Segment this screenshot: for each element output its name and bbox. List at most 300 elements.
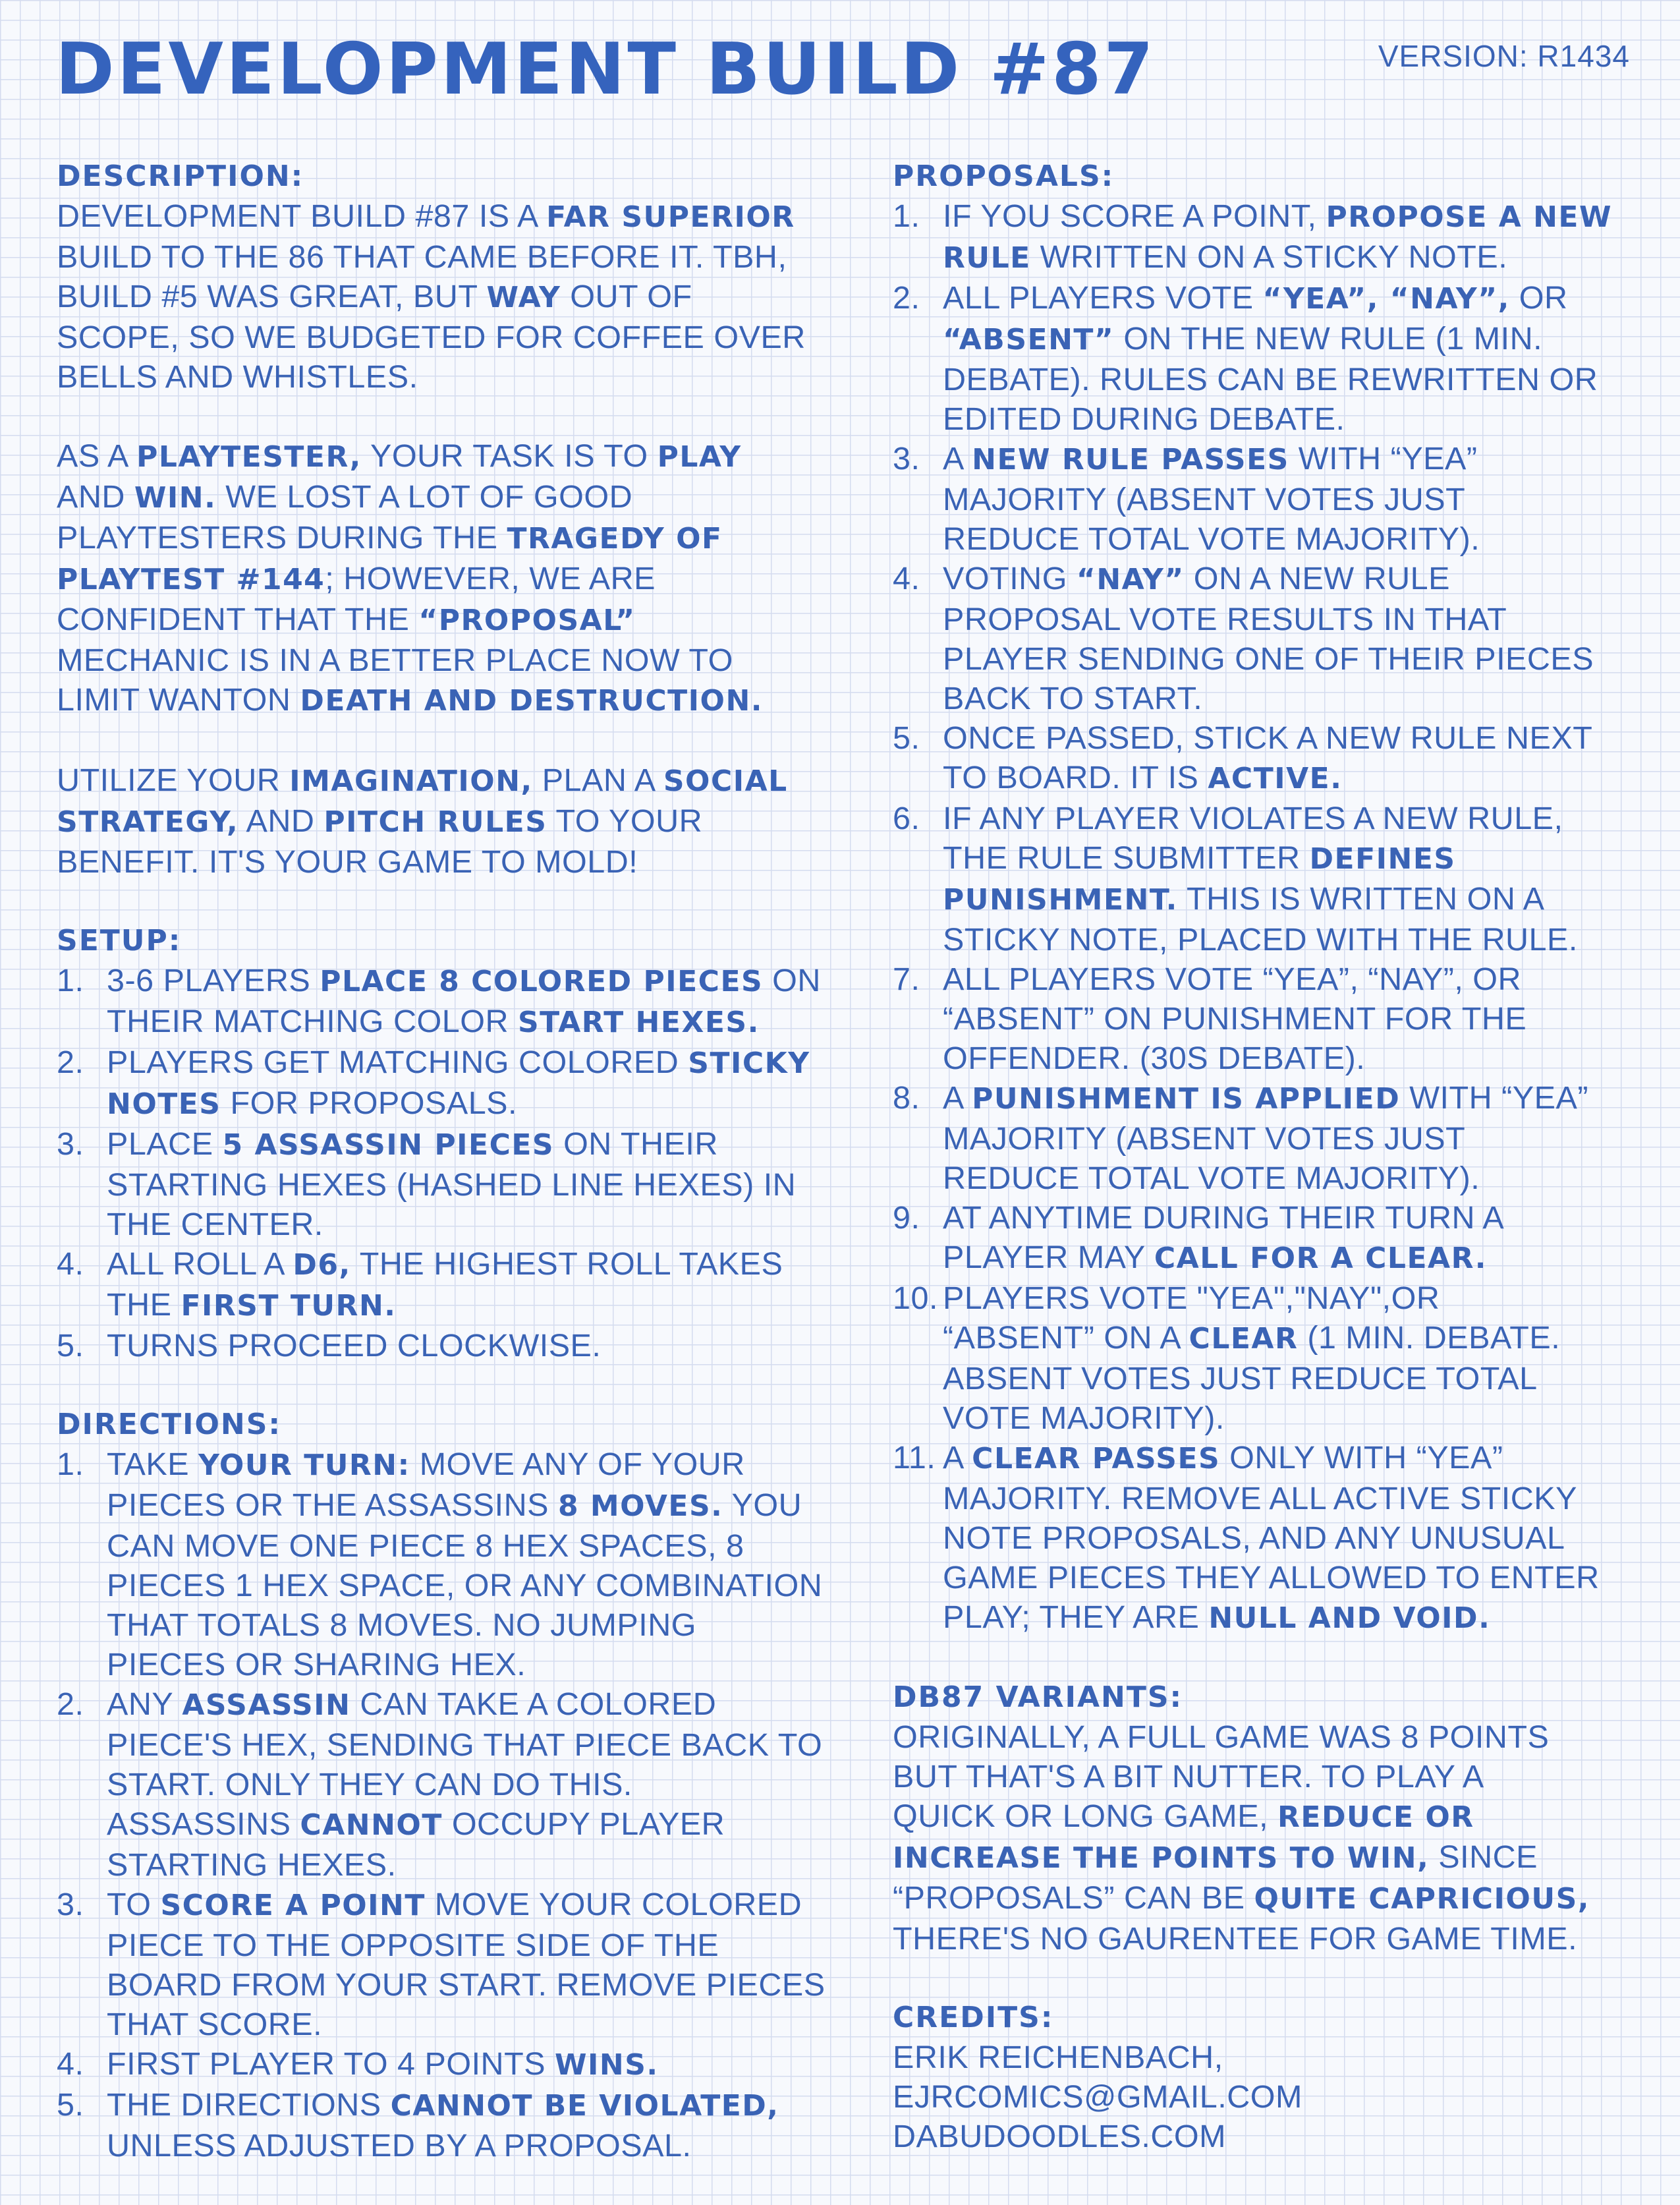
text-line <box>107 1165 796 1205</box>
setup-heading: SETUP: <box>57 924 182 958</box>
text-line <box>943 758 1592 799</box>
description-heading: DESCRIPTION: <box>57 159 304 193</box>
list-item <box>893 439 1637 559</box>
text: (1 MIN. DEBATE. <box>1298 1320 1561 1356</box>
list-item <box>57 1445 847 1684</box>
text-line <box>943 439 1480 480</box>
proposals-section <box>893 157 1637 1638</box>
bold-text: D6, <box>293 1248 351 1282</box>
list-number: 1. <box>57 1446 84 1482</box>
text: ON THE NEW RULE (1 MIN. <box>1114 321 1543 357</box>
list-item-text <box>943 959 1526 1078</box>
text: THERE'S NO GAURENTEE FOR GAME TIME. <box>893 1921 1578 1957</box>
bold-text: SCORE A POINT <box>160 1889 426 1922</box>
bold-text: CLEAR <box>1189 1322 1299 1356</box>
list-number: 11. <box>893 1440 936 1475</box>
text: THE <box>107 1287 181 1323</box>
bold-text: PLAYTESTER, <box>136 440 362 474</box>
bold-text: YOUR TURN: <box>198 1448 410 1482</box>
text: AS A <box>57 438 137 474</box>
text-line <box>943 360 1598 399</box>
text-line <box>943 799 1578 838</box>
proposals-heading: PROPOSALS: <box>893 159 1115 193</box>
text: EJRCOMICS@GMAIL.COM <box>893 2079 1302 2115</box>
list-item <box>57 1124 847 1244</box>
text: FIRST PLAYER TO 4 POINTS <box>107 2046 555 2082</box>
list-number: 2. <box>57 1045 84 1080</box>
text: THIS IS WRITTEN ON A <box>1177 881 1545 917</box>
text: REDUCE TOTAL VOTE MAJORITY). <box>943 521 1480 557</box>
text-line <box>943 999 1526 1039</box>
setup-section <box>57 921 847 1365</box>
variants-body <box>893 1717 1637 1959</box>
text-line <box>943 679 1594 718</box>
text-line <box>107 1526 822 1566</box>
text-line <box>57 518 847 559</box>
text-line <box>943 1518 1600 1558</box>
text: STICKY NOTE, PLACED WITH THE RULE. <box>943 922 1578 958</box>
text-line <box>107 1845 822 1885</box>
list-item-text <box>107 1885 826 2044</box>
text-line <box>107 1124 796 1165</box>
list-item <box>57 1885 847 2044</box>
text: ; HOWEVER, WE ARE <box>325 561 656 596</box>
text-line <box>107 1002 821 1043</box>
list-item-text <box>107 1684 822 1885</box>
text: START. ONLY THEY CAN DO THIS. <box>107 1767 632 1802</box>
text-line <box>943 838 1578 879</box>
list-item-text <box>107 1326 601 1365</box>
text-line <box>893 1837 1637 1878</box>
text: MOVE YOUR COLORED <box>425 1887 802 1922</box>
text-line <box>57 477 847 518</box>
text: PLAYER MAY <box>943 1240 1154 1275</box>
list-number: 10. <box>893 1280 938 1316</box>
text-line <box>107 1285 783 1326</box>
text: PIECE TO THE OPPOSITE SIDE OF THE <box>107 1928 719 1963</box>
list-number: 3. <box>57 1126 84 1162</box>
bold-text: STICKY <box>688 1046 810 1080</box>
text-line <box>893 2117 1637 2156</box>
paragraph <box>57 196 847 397</box>
version-label: VERSION: R1434 <box>1378 39 1630 73</box>
bold-text: IMAGINATION, <box>289 764 533 798</box>
text: BELLS AND WHISTLES. <box>57 359 418 395</box>
bold-text: START HEXES. <box>517 1006 760 1039</box>
text: ON <box>763 963 821 998</box>
text: ORIGINALLY, A FULL GAME WAS 8 POINTS <box>893 1719 1550 1755</box>
text: GAME PIECES THEY ALLOWED TO ENTER <box>943 1560 1600 1595</box>
text: PIECES OR THE ASSASSINS <box>107 1487 558 1523</box>
text-line <box>893 2038 1637 2077</box>
bold-text: CANNOT <box>300 1808 443 1842</box>
text-line <box>107 1605 822 1645</box>
description-section <box>57 157 847 882</box>
bold-text: DEATH AND DESTRUCTION. <box>300 684 763 718</box>
bold-text: NULL AND VOID. <box>1208 1601 1491 1635</box>
directions-section <box>57 1405 847 2165</box>
text: WITH “YEA” <box>1289 441 1478 476</box>
text-line <box>943 1198 1504 1238</box>
list-item <box>893 1438 1637 1638</box>
text-line <box>943 1359 1560 1398</box>
list-number: 9. <box>893 1200 920 1236</box>
text-line <box>57 436 847 477</box>
list-item <box>57 1684 847 1885</box>
text-line <box>943 196 1612 237</box>
text: AT ANYTIME DURING THEIR TURN A <box>943 1200 1505 1236</box>
list-item-text <box>943 799 1578 959</box>
description-body <box>57 196 847 882</box>
text: STARTING HEXES. <box>107 1847 397 1883</box>
text: TURNS PROCEED CLOCKWISE. <box>107 1328 602 1363</box>
text: PLAYTESTERS DURING THE <box>57 520 507 556</box>
text: YOUR TASK IS TO <box>361 438 658 474</box>
list-item <box>57 2044 847 2085</box>
bold-text: PROPOSE A NEW <box>1326 200 1613 234</box>
text: BOARD FROM YOUR START. REMOVE PIECES <box>107 1967 826 2003</box>
text: TO BOARD. IT IS <box>943 760 1208 795</box>
text: IF ANY PLAYER VIOLATES A NEW RULE, <box>943 801 1563 836</box>
bold-text: “YEA”, “NAY”, <box>1262 282 1510 316</box>
text: PROPOSAL VOTE RESULTS IN THAT <box>943 602 1507 637</box>
text-line <box>943 399 1598 439</box>
list-item <box>893 1078 1637 1198</box>
text-line <box>107 1205 796 1244</box>
text: PIECE'S HEX, SENDING THAT PIECE BACK TO <box>107 1727 823 1763</box>
text: LIMIT WANTON <box>57 682 300 718</box>
bold-text: 5 ASSASSIN PIECES <box>222 1128 555 1162</box>
text-line <box>107 1885 826 1926</box>
text: MECHANIC IS IN A BETTER PLACE NOW TO <box>57 643 733 678</box>
list-item <box>57 1043 847 1124</box>
text: QUICK OR LONG GAME, <box>893 1798 1277 1834</box>
text: TO <box>107 1887 161 1922</box>
credits-heading: CREDITS: <box>893 2001 1054 2034</box>
text-line <box>107 1725 822 1765</box>
text: CONFIDENT THAT THE <box>57 602 419 637</box>
text: DABUDOODLES.COM <box>893 2119 1227 2154</box>
text: YOU <box>723 1487 802 1523</box>
bold-text: “PROPOSAL” <box>418 604 636 637</box>
bold-text: TRAGEDY OF <box>507 522 723 556</box>
list-number: 1. <box>893 198 920 234</box>
bold-text: REDUCE OR <box>1277 1800 1474 1834</box>
list-item-text <box>107 1445 822 1684</box>
text-line <box>943 959 1526 999</box>
list-item <box>57 1244 847 1326</box>
text-line <box>107 1566 822 1605</box>
list-number: 1. <box>57 963 84 998</box>
text: PIECES OR SHARING HEX. <box>107 1647 526 1682</box>
proposals-list <box>893 196 1637 1638</box>
text-line <box>943 237 1612 278</box>
text-line <box>107 1804 822 1845</box>
text-line <box>57 277 847 318</box>
text: OUT OF <box>561 279 692 314</box>
list-number: 5. <box>57 2087 84 2123</box>
bold-text: ASSASSIN <box>182 1688 351 1722</box>
list-item-text <box>107 961 821 1043</box>
text: ALL ROLL A <box>107 1246 293 1282</box>
text-line <box>893 1796 1637 1837</box>
variants-section <box>893 1678 1637 1959</box>
text: OCCUPY PLAYER <box>442 1806 725 1842</box>
text-line <box>57 318 847 357</box>
text: OFFENDER. (30S DEBATE). <box>943 1041 1366 1076</box>
text: THEIR MATCHING COLOR <box>107 1004 518 1039</box>
bold-text: “ABSENT” <box>943 323 1115 357</box>
bold-text: FIRST TURN. <box>181 1289 397 1323</box>
text-line <box>107 2005 826 2044</box>
list-item <box>893 959 1637 1078</box>
text: MAJORITY (ABSENT VOTES JUST <box>943 1121 1466 1157</box>
text: THE DIRECTIONS <box>107 2087 391 2123</box>
text-line <box>107 1244 783 1285</box>
bold-text: NEW RULE PASSES <box>972 443 1289 476</box>
bold-text: FAR SUPERIOR <box>546 200 795 234</box>
bold-text: PLAYTEST #144 <box>57 563 325 596</box>
list-item <box>893 278 1637 439</box>
bold-text: NOTES <box>107 1087 221 1121</box>
bold-text: QUITE CAPRICIOUS, <box>1254 1882 1590 1916</box>
list-item-text <box>943 278 1598 439</box>
text: DEBATE). RULES CAN BE REWRITTEN OR <box>943 362 1598 397</box>
text: ERIK REICHENBACH, <box>893 2040 1223 2075</box>
text-line <box>893 1757 1637 1796</box>
paragraph <box>57 436 847 721</box>
text: THE CENTER. <box>107 1207 323 1242</box>
list-item-text <box>107 2085 779 2165</box>
text: PLAYERS GET MATCHING COLORED <box>107 1045 688 1080</box>
text: ONCE PASSED, STICK A NEW RULE NEXT <box>943 720 1593 756</box>
list-item-text <box>943 439 1480 559</box>
page-title: DEVELOPMENT BUILD #87 <box>55 28 1156 111</box>
bold-text: DEFINES <box>1309 842 1456 876</box>
text-line <box>893 1717 1637 1757</box>
bold-text: PLACE 8 COLORED PIECES <box>320 965 764 998</box>
text-line <box>943 1159 1588 1198</box>
list-item-text <box>943 1438 1600 1638</box>
text: BUILD #5 WAS GREAT, BUT <box>57 279 487 314</box>
list-number: 2. <box>893 280 920 316</box>
text-line <box>57 760 847 801</box>
bold-text: ACTIVE. <box>1208 762 1343 795</box>
list-item-text <box>943 718 1592 799</box>
text-line <box>943 879 1578 920</box>
text: ASSASSINS <box>107 1806 300 1842</box>
text: BACK TO START. <box>943 681 1203 716</box>
text-line <box>943 639 1594 679</box>
text: WRITTEN ON A STICKY NOTE. <box>1030 239 1508 275</box>
text: “PROPOSALS” CAN BE <box>893 1880 1254 1916</box>
list-item <box>57 961 847 1043</box>
text-line <box>107 1645 822 1684</box>
list-item-text <box>107 2044 659 2085</box>
text: THAT TOTALS 8 MOVES. NO JUMPING <box>107 1607 696 1643</box>
right-column <box>893 157 1637 2196</box>
list-item-text <box>107 1244 783 1326</box>
text: NOTE PROPOSALS, AND ANY UNUSUAL <box>943 1520 1565 1556</box>
text-line <box>57 196 847 237</box>
text-line <box>107 1926 826 1965</box>
text-line <box>943 519 1480 559</box>
text-line <box>107 1083 810 1124</box>
text: TO YOUR <box>547 803 703 839</box>
text-line <box>943 1238 1504 1278</box>
text: ABSENT VOTES JUST REDUCE TOTAL <box>943 1361 1538 1396</box>
text: BENEFIT. IT'S YOUR GAME TO MOLD! <box>57 844 638 880</box>
text: IF YOU SCORE A POINT, <box>943 198 1326 234</box>
text: PLAY; THEY ARE <box>943 1599 1209 1635</box>
list-item <box>893 1278 1637 1438</box>
text-line <box>57 801 847 842</box>
text-line <box>943 319 1598 360</box>
text-line <box>943 600 1594 639</box>
directions-heading: DIRECTIONS: <box>57 1408 282 1441</box>
variants-heading: DB87 VARIANTS: <box>893 1680 1183 1714</box>
text: WE LOST A LOT OF GOOD <box>216 479 633 515</box>
setup-list <box>57 961 847 1365</box>
text-line <box>107 961 821 1002</box>
text-line <box>57 357 847 397</box>
text: MAJORITY (ABSENT VOTES JUST <box>943 482 1466 517</box>
text-line <box>107 1765 822 1804</box>
text-line <box>943 1597 1600 1638</box>
text: UNLESS ADJUSTED BY A PROPOSAL. <box>107 2128 692 2163</box>
text: MOVE ANY OF YOUR <box>410 1446 745 1482</box>
bold-text: INCREASE THE POINTS TO WIN, <box>893 1841 1430 1875</box>
bold-text: CLEAR PASSES <box>972 1442 1221 1475</box>
list-item <box>893 799 1637 959</box>
text: A <box>943 1080 972 1116</box>
text: PLACE <box>107 1126 223 1162</box>
text-line <box>893 1919 1637 1959</box>
text: OR <box>1509 280 1568 316</box>
text-line <box>107 1965 826 2005</box>
text-line <box>893 2077 1637 2117</box>
text: “ABSENT” ON A <box>943 1320 1189 1356</box>
text: AND <box>238 803 324 839</box>
text: ONLY WITH “YEA” <box>1220 1440 1503 1475</box>
text-line <box>943 1078 1588 1119</box>
text: DEVELOPMENT BUILD #87 IS A <box>57 198 547 234</box>
bold-text: CANNOT BE VIOLATED, <box>390 2089 779 2123</box>
text: THE RULE SUBMITTER <box>943 840 1310 876</box>
text: REDUCE TOTAL VOTE MAJORITY). <box>943 1160 1480 1196</box>
text: THE HIGHEST ROLL TAKES <box>350 1246 783 1282</box>
bold-text: RULE <box>943 241 1031 275</box>
text: BUT THAT'S A BIT NUTTER. TO PLAY A <box>893 1759 1484 1794</box>
credits-section <box>893 1998 1637 2156</box>
text: CAN TAKE A COLORED <box>350 1686 717 1722</box>
text: STARTING HEXES (HASHED LINE HEXES) IN <box>107 1167 797 1203</box>
text-line <box>943 278 1598 319</box>
list-number: 4. <box>893 561 920 596</box>
paragraph <box>57 760 847 882</box>
text: A <box>943 1440 972 1475</box>
list-item-text <box>943 196 1612 278</box>
bold-text: STRATEGY, <box>57 805 239 839</box>
bold-text: PUNISHMENT. <box>943 883 1178 917</box>
text-line <box>107 1684 822 1725</box>
list-item-text <box>943 1278 1560 1438</box>
text-line <box>57 680 847 721</box>
text: CAN MOVE ONE PIECE 8 HEX SPACES, 8 <box>107 1528 744 1564</box>
text-line <box>943 480 1480 519</box>
text-line <box>893 1878 1637 1919</box>
text: UTILIZE YOUR <box>57 762 290 798</box>
text-line <box>943 1479 1600 1518</box>
text: ALL PLAYERS VOTE <box>943 280 1263 316</box>
text: PIECES 1 HEX SPACE, OR ANY COMBINATION <box>107 1568 823 1603</box>
text: BUILD TO THE 86 THAT CAME BEFORE IT. TBH, <box>57 239 787 275</box>
text-line <box>107 2126 779 2165</box>
list-number: 5. <box>893 720 920 756</box>
text: THAT SCORE. <box>107 2007 323 2042</box>
text: SCOPE, SO WE BUDGETED FOR COFFEE OVER <box>57 320 806 355</box>
list-item <box>893 718 1637 799</box>
text: EDITED DURING DEBATE. <box>943 401 1345 437</box>
list-item <box>893 1198 1637 1278</box>
text: VOTE MAJORITY). <box>943 1400 1225 1436</box>
list-number: 3. <box>893 441 920 476</box>
bold-text: WAY <box>486 281 561 314</box>
list-item <box>893 559 1637 718</box>
list-item <box>893 196 1637 278</box>
list-number: 7. <box>893 961 920 997</box>
list-item-text <box>107 1124 796 1244</box>
directions-list <box>57 1445 847 2165</box>
text-line <box>943 1318 1560 1359</box>
list-number: 4. <box>57 1246 84 1282</box>
text-line <box>943 1039 1526 1078</box>
text-line <box>943 1398 1560 1438</box>
left-column <box>57 157 847 2205</box>
text-line <box>57 600 847 641</box>
text: AND <box>57 479 134 515</box>
list-item <box>57 2085 847 2165</box>
text: 3-6 PLAYERS <box>107 963 320 998</box>
list-number: 5. <box>57 1328 84 1363</box>
text-line <box>943 920 1578 959</box>
text-line <box>57 842 847 882</box>
bold-text: PUNISHMENT IS APPLIED <box>972 1082 1401 1116</box>
text-line <box>57 237 847 277</box>
text: ALL PLAYERS VOTE “YEA”, “NAY”, OR <box>943 961 1522 997</box>
text: PLAN A <box>532 762 663 798</box>
list-item-text <box>107 1043 810 1124</box>
text: A <box>943 441 972 476</box>
bold-text: PLAY <box>657 440 742 474</box>
text: WITH “YEA” <box>1400 1080 1588 1116</box>
text-line <box>943 559 1594 600</box>
text: ON A NEW RULE <box>1184 561 1450 596</box>
list-number: 2. <box>57 1686 84 1722</box>
credits-body <box>893 2038 1637 2156</box>
bold-text: CALL FOR A CLEAR. <box>1154 1242 1487 1275</box>
text-line <box>107 1485 822 1526</box>
list-item <box>57 1326 847 1365</box>
text-line <box>943 1119 1588 1159</box>
text: MAJORITY. REMOVE ALL ACTIVE STICKY <box>943 1481 1578 1516</box>
text: SINCE <box>1429 1839 1538 1875</box>
list-item-text <box>943 1078 1588 1198</box>
list-item-text <box>943 1198 1504 1278</box>
list-number: 8. <box>893 1080 920 1116</box>
text-line <box>943 1438 1600 1479</box>
text: TAKE <box>107 1446 199 1482</box>
